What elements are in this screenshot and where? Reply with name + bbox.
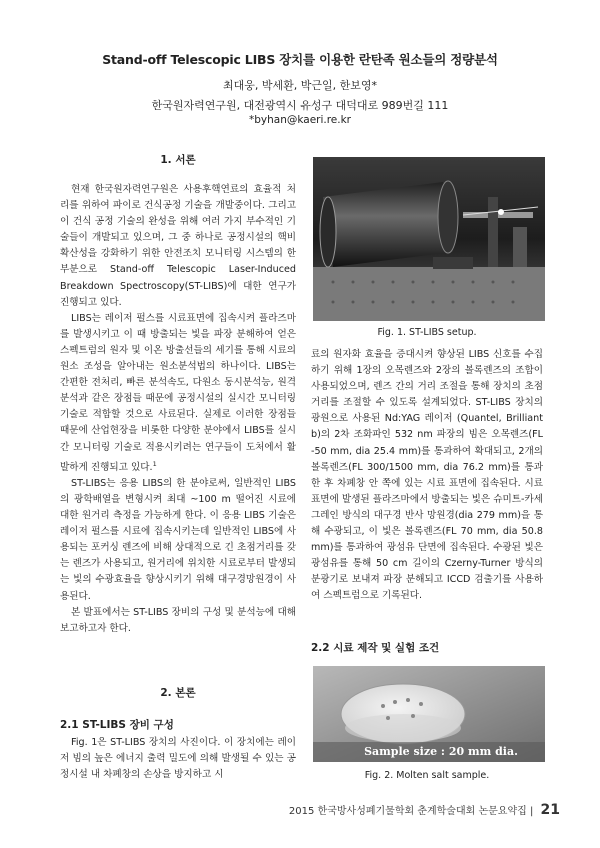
figure-1-caption: Fig. 1. ST-LIBS setup. xyxy=(377,327,477,338)
footer-separator: | xyxy=(526,806,537,817)
subsection-heading-sample: 2.2 시료 제작 및 실험 조건 xyxy=(311,642,440,654)
paper-title: Stand-off Telescopic LIBS 장치를 이용한 란탄족 원소들의 정량분석 xyxy=(102,52,498,67)
figure-1-photo xyxy=(313,157,545,321)
footer-text: 2015 한국방사성폐기물학회 춘계학술대회 논문요약집 xyxy=(288,806,527,817)
sample-size-label: Sample size : 20 mm dia. xyxy=(364,745,518,758)
body-paragraph-1: Fig. 1은 ST-LIBS 장치의 사진이다. 이 장치에는 레이저 빔의 높은 에너지 출력 밀도에 의해 발생될 수 있는 공정시설 내 차폐창의 손상을 방지하고 시 xyxy=(60,737,296,781)
intro-paragraph-4: 본 발표에서는 ST-LIBS 장비의 구성 및 분석능에 대해 보고하고자 한다. xyxy=(60,606,296,634)
authors: 최대웅, 박세환, 박근일, 한보영* xyxy=(223,79,377,92)
figure-2-photo xyxy=(313,666,545,762)
page-number: 21 xyxy=(540,802,560,818)
subsection-heading-setup: 2.1 ST-LIBS 장비 구성 xyxy=(60,719,174,731)
page-footer xyxy=(289,802,560,818)
molten-salt-sample-image xyxy=(313,666,545,762)
right-paragraph-1: 료의 원자화 효율을 증대시켜 향상된 LIBS 신호를 수집하기 위해 1장의 오목렌즈와 2장의 볼록렌즈의 조합이 사용되었으며, 렌즈 간의 거리 조절을 통해 장치의 초점 거리를 조절할 수 있도록 설계되었다. ST-LIBS 장치의 광원으로 사용된 Nd:YAG 레이저 (Quantel, Brilliant b)의 2차 조화파인 532 nm 파장의 빔은 오목렌즈(FL -50 mm, dia 25.4 mm)를 통과하여 확대되고, 2개의 볼록렌즈(FL 300/1500 mm, dia 76.2 mm)를 통과한 후 차폐창 안 쪽에 있는 시료 표면에 집속된다. 시료 표면에 발생된 플라즈마에서 방출되는 빛은 슈미트-카세그레인 방식의 대구경 반사 망원경(dia 279 mm)을 통해 수광되고, 이 빛은 볼록렌즈(FL 70 mm, dia 50.8 mm)를 통과하여 광섬유 단면에 집속된다. 수광된 빛은 광섬유를 통해 50 cm 길이의 Czerny-Turner 방식의 분광기로 보내져 파장 분해되고 ICCD 검출기를 사용하여 스펙트럼으로 기록된다. xyxy=(311,349,543,602)
footnote-ref: 1 xyxy=(152,459,157,468)
right-column xyxy=(311,347,543,605)
intro-paragraph-1: 현재 한국원자력연구원은 사용후핵연료의 효율적 처리를 위하여 파이로 건식공정 기술을 개발중이다. 그리고 이 건식 공정 기술의 완성을 위해 여러 가지 부수적인 기술들이 개발되고 있으며, 그 중 하나로 공정시설의 핵비확산성을 강화하기 위한 안전조치 모니터링 시스템의 한 부분으로 Stand-off Telescopic Laser-Induced Breakdown Spectroscopy(ST-LIBS)에 대한 연구가 진행되고 있다. xyxy=(60,184,296,308)
st-libs-setup-image xyxy=(313,157,545,321)
affiliation: 한국원자력연구원, 대전광역시 유성구 대덕대로 989번길 111 xyxy=(151,99,449,112)
intro-paragraph-3: ST-LIBS는 응용 LIBS의 한 분야로써, 일반적인 LIBS의 광학배열을 변형시켜 최대 ~100 m 떨어진 시료에 대한 원거리 측정을 가능하게 한다. 이 응용 LIBS 기술은 레이저 펄스를 시료에 집속시키는데 일반적인 LIBS에 사용되는 포커싱 렌즈에 비해 상대적으로 긴 초점거리를 갖는 렌즈가 사용되고, 원거리에 위치한 시료로부터 발생되는 빛의 수광효율을 향상시키기 위해 대구경망원경이 사용된다. xyxy=(60,477,296,602)
section-heading-body: 2. 본론 xyxy=(160,687,196,699)
section-heading-intro: 1. 서론 xyxy=(160,154,196,166)
intro-paragraph-2-text: LIBS는 레이저 펄스를 시료표면에 집속시켜 플라즈마를 발생시키고 이 때 방출되는 빛을 파장 분해하여 얻은 스펙트럼의 원자 및 이온 방출선들의 세기를 통해 시료의 원소 조성을 알아내는 원소분석법의 하나이다. LIBS는 간편한 전처리, 빠른 분석속도, 다원소 동시분석능, 원격분석과 같은 장점들 때문에 공정시설의 실시간 모니터링 기술로 적합할 것으로 사료된다. 실제로 이러한 장점들 때문에 산업현장을 비롯한 다양한 분야에서 LIBS를 실시간 모니터링 기술로 적용시키려는 연구들이 도처에서 활발하게 진행되고 있다. xyxy=(60,312,296,473)
left-column-body xyxy=(60,735,296,783)
intro-paragraph-2 xyxy=(60,311,296,476)
left-column xyxy=(60,182,296,637)
email: *byhan@kaeri.re.kr xyxy=(248,114,352,126)
figure-2-caption: Fig. 2. Molten salt sample. xyxy=(364,770,490,781)
